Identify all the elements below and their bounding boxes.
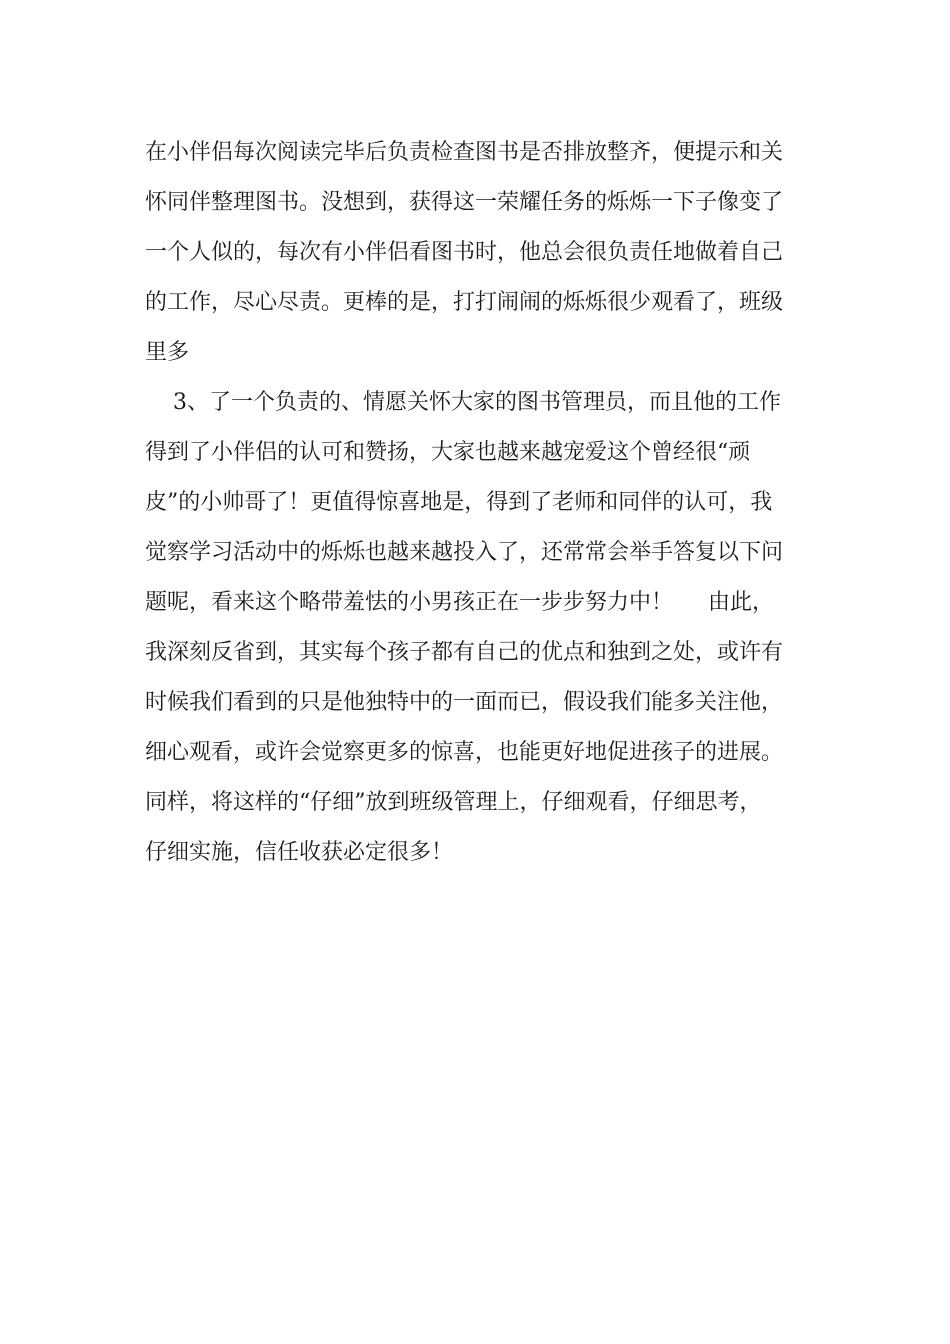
body-text: [145, 128, 810, 878]
text-line: 我深刻反省到，其实每个孩子都有自己的优点和独到之处，或许有: [145, 640, 784, 665]
text-line: 仔细实施，信任收获必定很多！: [145, 840, 454, 865]
text-line: 一个人似的，每次有小伴侣看图书时，他总会很负责任地做着自己: [145, 240, 784, 265]
text-line: 题呢，看来这个略带羞怯的小男孩正在一步步努力中！ 由此，: [145, 590, 774, 615]
text-line: 觉察学习活动中的烁烁也越来越投入了，还常常会举手答复以下问: [145, 540, 784, 565]
text-line: 的工作，尽心尽责。更棒的是，打打闹闹的烁烁很少观看了，班级: [145, 290, 784, 315]
text-line: 时候我们看到的只是他独特中的一面而已，假设我们能多关注他，: [145, 690, 784, 715]
text-line: 3、了一个负责的、情愿关怀大家的图书管理员，而且他的工作: [145, 390, 781, 415]
text-line: 怀同伴整理图书。没想到，获得这一荣耀任务的烁烁一下子像变了: [145, 190, 784, 215]
text-line: 在小伴侣每次阅读完毕后负责检查图书是否排放整齐，便提示和关: [145, 140, 784, 165]
text-line: 细心观看，或许会觉察更多的惊喜，也能更好地促进孩子的进展。: [145, 740, 784, 765]
text-line: 里多: [145, 340, 190, 365]
text-line: 得到了小伴侣的认可和赞扬，大家也越来越宠爱这个曾经很“顽: [145, 440, 751, 465]
text-line: 同样，将这样的“仔细”放到班级管理上，仔细观看，仔细思考，: [145, 790, 762, 815]
text-line: 皮”的小帅哥了！更值得惊喜地是，得到了老师和同伴的认可，我: [145, 490, 773, 515]
